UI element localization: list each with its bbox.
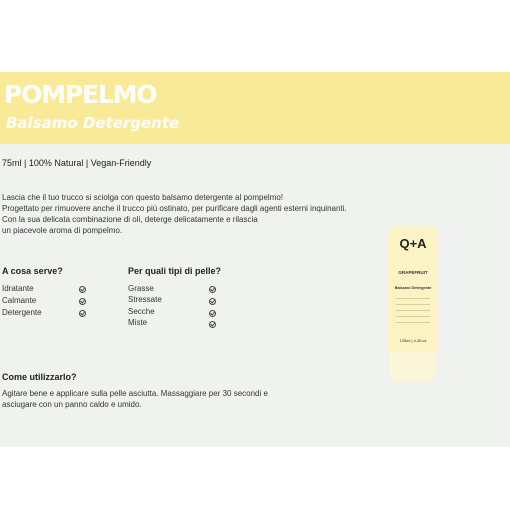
page-subtitle: Balsamo Detergente <box>6 114 180 132</box>
product-specs: 75ml | 100% Natural | Vegan-Friendly <box>2 158 152 168</box>
benefit-item: Detergente <box>2 308 42 317</box>
skin-type-item: Miste <box>128 318 148 327</box>
check-icon <box>209 298 216 305</box>
usage-line: Agitare bene e applicare sulla pelle asciutta. Massaggiare per 30 secondi e <box>2 389 268 398</box>
tube-text-line <box>396 322 430 323</box>
tube-text-line <box>396 310 430 311</box>
benefit-item: Idratante <box>2 284 34 293</box>
description-line: Lascia che il tuo trucco si sciolga con questo balsamo detergente al pompelmo! <box>2 193 284 202</box>
product-image <box>388 226 438 386</box>
check-icon <box>79 310 86 317</box>
skin-type-item: Stressate <box>128 295 162 304</box>
usage-heading: Come utilizzarlo? <box>2 372 77 382</box>
description-line: Progettato per rimuovere anche il trucco più ostinato, per purificare dagli agenti esterni inquinanti. <box>2 204 347 213</box>
skin-type-item: Secche <box>128 307 155 316</box>
description <box>2 192 382 236</box>
usage-line: asciugare con un panno caldo e umido. <box>2 400 142 409</box>
tube-text-line <box>396 304 430 305</box>
check-icon <box>209 310 216 317</box>
tube-label-grapefruit: GRAPEFRUIT <box>398 270 428 275</box>
page-title: POMPELMO <box>4 80 157 109</box>
tube-text-line <box>396 298 430 299</box>
check-icon <box>209 321 216 328</box>
check-icon <box>79 298 86 305</box>
usage-text <box>2 388 268 410</box>
benefit-item: Calmante <box>2 296 37 305</box>
benefits-heading: A cosa serve? <box>2 266 63 276</box>
check-icon <box>209 286 216 293</box>
tube-volume: 125ml | 4.2fl.oz <box>399 338 427 343</box>
brand-logo: Q+A <box>399 236 427 251</box>
tube-end <box>390 352 436 382</box>
description-line: Con la sua delicata combinazione di oli, deterge delicatamente e rilascia <box>2 215 258 224</box>
tube-label-product: Balsamo Detergente <box>394 286 432 290</box>
skin-type-item: Grasse <box>128 284 154 293</box>
tube-text-line <box>396 316 430 317</box>
check-icon <box>79 286 86 293</box>
description-line: un piacevole aroma di pompelmo. <box>2 226 123 235</box>
skin-types-heading: Per quali tipi di pelle? <box>128 266 222 276</box>
